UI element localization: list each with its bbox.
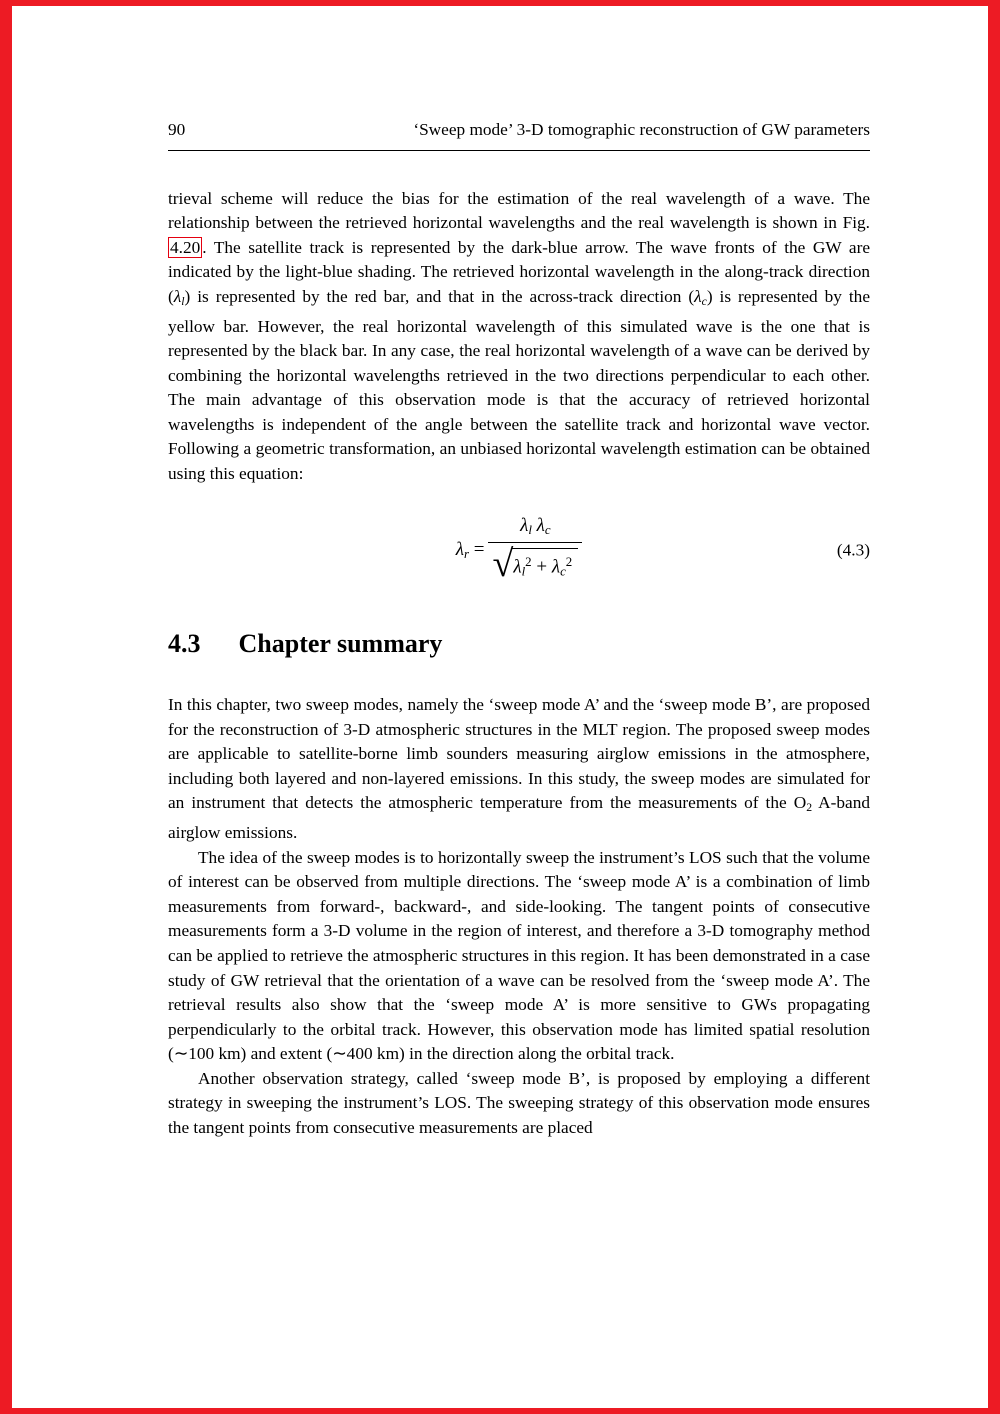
radical-sign-icon: √	[492, 543, 514, 586]
running-title: ‘Sweep mode’ 3-D tomographic reconstruction of GW parameters	[413, 120, 870, 139]
radicand: $\lambda_l^2 + \lambda_c^2$	[511, 548, 578, 581]
fraction-numerator: $\lambda_l$ $\lambda_c$	[520, 514, 551, 537]
figure-reference-link[interactable]: 4.20	[170, 237, 201, 257]
equation-body	[456, 515, 583, 587]
document-page	[12, 6, 988, 1408]
page-number: 90	[168, 120, 186, 139]
fraction-denominator	[488, 542, 582, 586]
body-paragraph-4: Another observation strategy, called ‘sweep mode B’, is proposed by employing a different strategy in sweeping the instrument’s LOS. The sweeping strategy of this observation mode ensures the tangent points from consecutive measurements are placed	[168, 1068, 870, 1138]
page-header	[168, 118, 870, 151]
equation-fraction	[488, 515, 582, 587]
section-heading	[168, 629, 870, 659]
section-number: 4.3	[168, 629, 201, 659]
body-paragraph-1: trieval scheme will reduce the bias for the estimation of the real wavelength of a wave. The relationship between the retrieved horizontal wavelengths and the real wavelength is shown in Fig. 4.20 . The satellite track is represented by the dark-blue arrow. The wave fronts of the GW are indicated by the light-blue shading. The retrieved horizontal wavelength in the along-track direction $(\lambda_l)$ is represented by the red bar, and that in the across-track direction $(\lambda_c)$ is represented by the yellow bar. However, the real horizontal wavelength of this simulated wave is the one that is represented by the black bar. In any case, the real horizontal wavelength of a wave can be derived by combining the horizontal wavelengths retrieved in the two directions perpendicular to each other. The main advantage of this observation mode is that the accuracy of retrieved horizontal wavelengths is independent of the angle between the satellite track and horizontal wave vector. Following a geometric transformation, an unbiased horizontal wavelength estimation can be obtained using this equation:	[168, 188, 870, 484]
equation-4-3	[168, 515, 870, 587]
equation-number: (4.3)	[836, 540, 870, 560]
square-root	[492, 543, 578, 586]
body-paragraph-2: In this chapter, two sweep modes, namely the ‘sweep mode A’ and the ‘sweep mode B’, are proposed for the reconstruction of 3-D atmospheric structures in the MLT region. The proposed sweep modes are applicable to satellite-borne limb sounders measuring airglow emissions in the atmosphere, including both layered and non-layered emissions. In this study, the sweep modes are simulated for an instrument that detects the atmospheric temperature from the measurements of the $O_2$ A-band airglow emissions.	[168, 695, 870, 842]
body-paragraph-3: The idea of the sweep modes is to horizontally sweep the instrument’s LOS such that the volume of interest can be observed from multiple directions. The ‘sweep mode A’ is a combination of limb measurements from forward-, backward-, and side-looking. The tangent points of consecutive measurements form a 3-D volume in the region of interest, and therefore a 3-D tomography method can be applied to retrieve the atmospheric structures in this region. It has been demonstrated in a case study of GW retrieval that the orientation of a wave can be resolved from the ‘sweep mode A’. The retrieval results also show that the ‘sweep mode A’ is more sensitive to GWs propagating perpendicularly to the orbital track. However, this observation mode has limited spatial resolution (∼100 km) and extent (∼400 km) in the direction along the orbital track.	[168, 847, 870, 1064]
equation-lhs: $\lambda_r$ =	[455, 539, 485, 562]
page-content	[168, 118, 870, 1141]
section-title: Chapter summary	[238, 629, 443, 659]
